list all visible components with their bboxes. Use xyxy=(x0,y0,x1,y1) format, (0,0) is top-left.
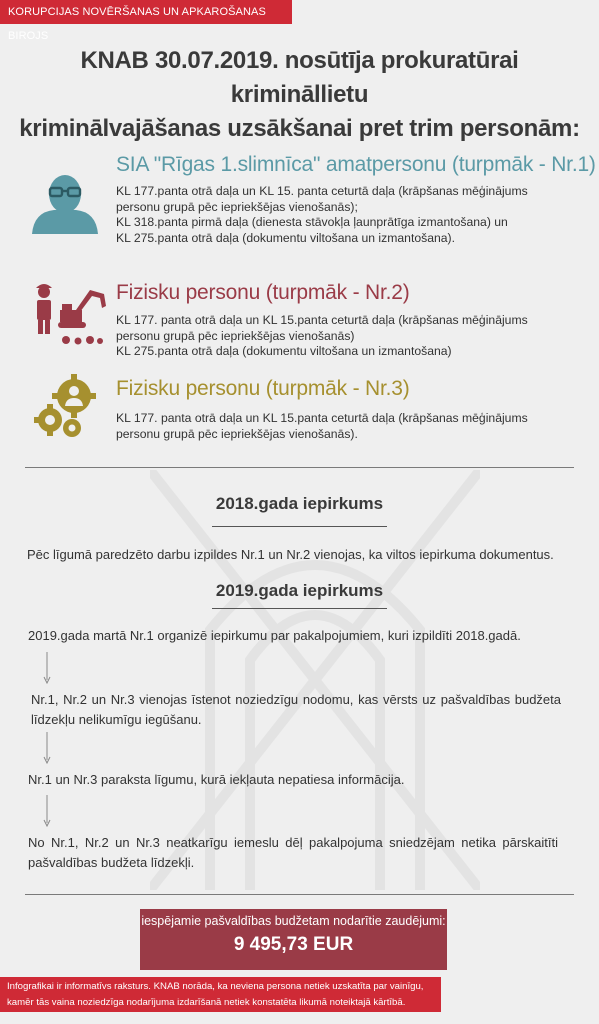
person-2-lines xyxy=(116,313,576,360)
person-3-title: Fizisku personu (turpmāk - Nr.3) xyxy=(116,377,410,400)
section-2018-title: 2018.gada iepirkums xyxy=(215,494,384,513)
section-2018-text: Pēc līgumā paredzēto darbu izpildes Nr.1 un Nr.2 vienojas, ka viltos iepirkuma dokumentus. xyxy=(27,547,554,562)
person-2-line: personu grupā pēc iepriekšējas vienošanās) xyxy=(116,328,355,343)
step-4-text: No Nr.1, Nr.2 un Nr.3 neatkarīgu iemeslu dēļ pakalpojuma sniedzējam netika pārskaitīti pašvaldības budžeta līdzekļi. xyxy=(28,835,558,870)
arrow-down-icon xyxy=(42,732,52,764)
arrow-down-icon xyxy=(42,652,52,684)
person-1-line: personu grupā pēc iepriekšējas vienošanās); xyxy=(116,199,358,214)
person-1-lines xyxy=(116,184,576,246)
disclaimer-line-1: Infografikai ir informatīvs raksturs. KNAB norāda, ka neviena persona netiek uzskatīta par vainīgu, xyxy=(7,981,424,992)
loss-value: 9 495,73 EUR xyxy=(233,934,354,955)
disclaimer-footer xyxy=(0,977,441,1012)
person-2-title: Fizisku personu (turpmāk - Nr.2) xyxy=(116,281,410,304)
person-2-line: KL 177. panta otrā daļa un KL 15.panta ceturtā daļa (krāpšanas mēģinājums xyxy=(116,313,528,327)
section-2019-title: 2019.gada iepirkums xyxy=(215,581,384,600)
person-with-glasses-icon xyxy=(30,172,100,234)
loss-box xyxy=(140,909,447,970)
section-2019-underline xyxy=(212,608,387,609)
section-divider-bottom xyxy=(25,894,574,895)
person-3-line: personu grupā pēc iepriekšējas vienošanās). xyxy=(116,426,358,441)
gears-person-icon xyxy=(34,374,100,440)
step-1-text: 2019.gada martā Nr.1 organizē iepirkumu par pakalpojumiem, kuri izpildīti 2018.gadā. xyxy=(28,628,521,643)
section-2018-underline xyxy=(212,526,387,527)
person-1-title: SIA "Rīgas 1.slimnīca" amatpersonu (turpmāk - Nr.1) xyxy=(116,153,596,176)
person-1-line: KL 318.panta pirmā daļa (dienesta stāvokļa ļaunprātīga izmantošana) un xyxy=(116,215,508,229)
arrow-down-icon xyxy=(42,795,52,827)
loss-label: iespējamie pašvaldības budžetam nodarītie zaudējumi: xyxy=(141,914,446,928)
person-3-line: KL 177. panta otrā daļa un KL 15.panta ceturtā daļa (krāpšanas mēģinājums xyxy=(116,411,528,425)
construction-worker-excavator-icon xyxy=(32,280,110,346)
person-1-line: KL 275.panta otrā daļa (dokumentu viltošana un izmantošana). xyxy=(116,230,455,245)
step-2-text: Nr.1, Nr.2 un Nr.3 vienojas īstenot noziedzīgu nodomu, kas vērsts uz pašvaldības budžeta līdzekļu nelikumīgu iegūšanu. xyxy=(31,692,561,727)
person-2-line: KL 275.panta otrā daļa (dokumentu viltošana un izmantošana) xyxy=(116,344,452,358)
section-divider-top xyxy=(25,467,574,468)
top-banner: KORUPCIJAS NOVĒRŠANAS UN APKAROŠANAS BIROJS xyxy=(0,0,292,24)
page-title xyxy=(10,44,589,146)
person-1-line: KL 177.panta otrā daļa un KL 15. panta ceturtā daļa (krāpšanas mēģinājums xyxy=(116,184,528,198)
person-3-lines xyxy=(116,411,576,442)
background-watermark-icon xyxy=(150,470,480,890)
page-title-line1: KNAB 30.07.2019. nosūtīja prokuratūrai krimināllietu xyxy=(80,47,519,108)
page-title-line2: kriminālvajāšanas uzsākšanai pret trim personām: xyxy=(19,115,580,142)
step-3-text: Nr.1 un Nr.3 paraksta līgumu, kurā iekļauta nepatiesa informācija. xyxy=(28,772,405,787)
disclaimer-line-2: kamēr tās vaina noziedzīga nodarījuma izdarīšanā netiek konstatēta likumā noteiktajā kārtībā. xyxy=(7,997,406,1008)
